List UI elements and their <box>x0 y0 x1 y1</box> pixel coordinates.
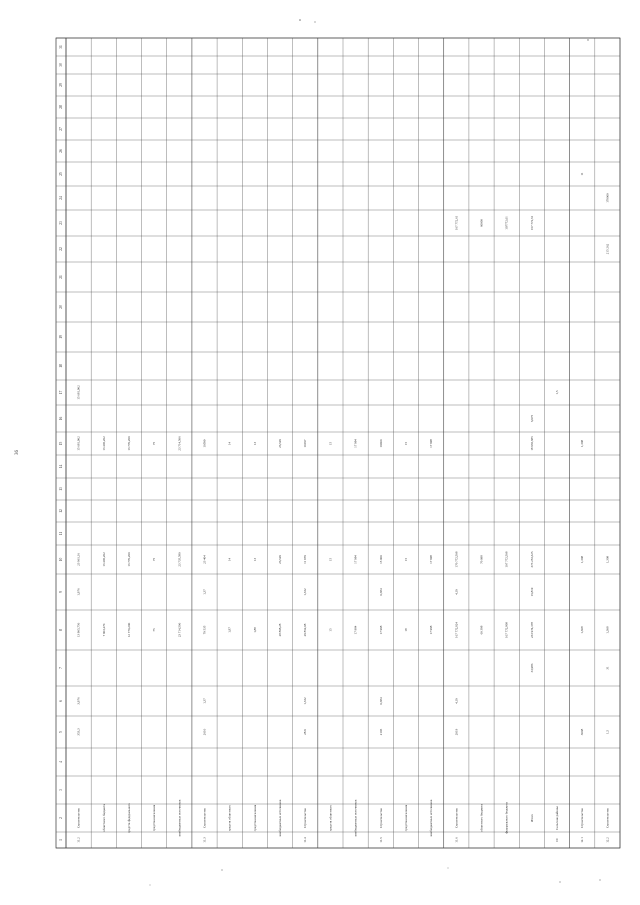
column-number: 23 <box>59 221 63 225</box>
cell-value: 1,5 <box>605 730 610 734</box>
cell-value: 2610 <box>202 728 207 736</box>
column-number: 13 <box>59 487 63 491</box>
row-name: Строительство <box>76 807 81 829</box>
cell-value: 14 <box>227 557 232 562</box>
column-number: 4 <box>59 761 63 763</box>
cell-value: 1,976 <box>76 588 81 596</box>
column-number: 3 <box>59 789 63 791</box>
cell-value: 15 <box>403 557 408 562</box>
cell-value: 170000 <box>605 193 610 203</box>
cell-value: 10000 <box>378 439 383 448</box>
cell-value: 23 714,506 <box>177 436 182 451</box>
cell-value: 1,332 <box>303 697 308 705</box>
column-number: 27 <box>59 127 63 131</box>
cell-value: 1,332 <box>303 588 308 596</box>
row-name: Строительство <box>580 807 585 829</box>
cell-value: 107772,61 <box>504 216 509 230</box>
column-number: 18 <box>59 364 63 368</box>
cell-value: 1,87 <box>227 627 232 633</box>
column-number: 6 <box>59 700 63 702</box>
column-number: 15 <box>59 441 63 446</box>
row-name: федерального бюджета <box>504 802 509 834</box>
cell-value: 11 <box>580 172 585 176</box>
column-number: 20 <box>59 305 63 309</box>
cell-value: 18 965,685 <box>529 436 534 451</box>
column-number: 10 <box>59 557 63 562</box>
row-name: средства населения <box>403 804 408 832</box>
cell-value: 26,529 <box>278 439 283 448</box>
column-number: 8 <box>59 629 63 631</box>
row-name: Итого <box>529 813 534 823</box>
cell-value: 33,986 <box>529 663 534 673</box>
row-name: областного бюджета <box>479 804 484 832</box>
cell-value: 1,308 <box>580 626 585 634</box>
row-name: внебюджетных источников <box>278 799 283 837</box>
cell-value: 10599 <box>202 439 207 448</box>
column-number: 17 <box>59 390 63 395</box>
cell-value: 13 <box>252 557 257 562</box>
column-number: 5 <box>59 731 63 733</box>
column-number: 7 <box>59 667 63 669</box>
cell-value: 15 <box>328 557 333 562</box>
cell-value: 17 984 <box>353 625 358 635</box>
cell-value: 2019 <box>454 728 459 736</box>
column-number: 9 <box>59 591 63 593</box>
row-id: 12.1 <box>580 837 585 843</box>
row-id: 11.2 <box>76 837 81 843</box>
cell-value: 1,37 <box>202 698 207 704</box>
column-number: 12 <box>59 509 63 513</box>
cell-value: 75 <box>152 628 157 632</box>
column-number: 2 <box>59 817 63 819</box>
cell-value: 7 903,270 <box>101 623 106 637</box>
column-number: 11 <box>59 531 63 536</box>
cell-value: 17 998 <box>429 625 434 635</box>
row-name: Строительство <box>202 807 207 829</box>
cell-value: 3008 <box>580 728 585 736</box>
cell-value: 79 535 <box>202 625 207 635</box>
row-id: 11.4 <box>303 837 308 843</box>
cell-value: 23 735,580 <box>177 552 182 567</box>
column-number: 16 <box>59 416 63 421</box>
cell-value: 28 808,28 <box>278 623 283 637</box>
row-name: Строительство <box>378 807 383 829</box>
cell-value: 17 984 <box>353 439 358 448</box>
cell-value: 23 404 <box>202 555 207 564</box>
cell-value: 18 <box>403 628 408 632</box>
row-id: 11.6 <box>454 837 459 843</box>
cell-value: 215 262 <box>605 243 610 255</box>
row-name: средства населения <box>152 804 157 832</box>
cell-value: 15 <box>328 441 333 446</box>
column-number: 14 <box>59 464 63 469</box>
cell-value: 6,975 <box>529 414 534 423</box>
cell-value: 233 974,378 <box>529 622 534 638</box>
cell-value: 23 961,16 <box>76 553 81 566</box>
cell-value: 1,37 <box>202 589 207 595</box>
row-name: областного бюджета <box>101 804 106 832</box>
column-number: 29 <box>59 83 63 87</box>
column-number: 30 <box>59 63 63 67</box>
cell-value: 1,308 <box>580 555 585 564</box>
cell-value: 75 <box>152 441 157 446</box>
cell-value: 23 714,506 <box>177 622 182 638</box>
cell-value: 4,19 <box>454 698 459 704</box>
cell-value: 2105 <box>378 728 383 736</box>
row-name: внебюджетных источников <box>353 799 358 837</box>
row-name: средства населения <box>252 804 257 832</box>
cell-value: 13 770,200 <box>126 436 131 451</box>
cell-value: 13 <box>252 441 257 446</box>
row-name: Строительство <box>303 807 308 829</box>
column-number: 31 <box>59 45 63 49</box>
cell-value: 75 <box>152 557 157 562</box>
cell-value: 170 772,508 <box>454 551 459 568</box>
cell-value: 13 405,202 <box>101 436 106 451</box>
cell-value: 1,308 <box>605 626 610 634</box>
cell-value: 15 681,902 <box>76 436 81 451</box>
cell-value: 29 862,08 <box>303 623 308 637</box>
cell-value: 15 681,902 <box>76 385 81 400</box>
column-number: 1 <box>59 839 63 841</box>
cell-value: 0,684 <box>378 588 383 596</box>
cell-value: 17 998 <box>378 625 383 635</box>
cell-value: 1,308 <box>580 439 585 448</box>
cell-value: 15 <box>403 441 408 446</box>
column-number: 22 <box>59 247 63 251</box>
cell-value: 4,19 <box>454 589 459 595</box>
cell-value: 17 998 <box>429 555 434 564</box>
row-id: 12.2 <box>605 837 610 843</box>
row-name: средств федерального <box>126 803 131 833</box>
column-number: 24 <box>59 196 63 200</box>
cell-value: 373 253,325 <box>529 551 534 568</box>
cell-value: 11 979 <box>303 555 308 564</box>
cell-value: 26,529 <box>278 555 283 564</box>
cell-value: 167 772,61 <box>529 215 534 231</box>
cell-value: 15 000 <box>378 555 383 564</box>
cell-value: 167 772,824 <box>454 622 459 638</box>
cell-value: 167 772,61 <box>454 215 459 231</box>
cell-value: 1,88 <box>252 627 257 633</box>
cell-value: 353,3 <box>76 728 81 736</box>
row-name: Строительство <box>605 807 610 829</box>
row-name: Строительство <box>454 807 459 829</box>
cell-value: 60000 <box>479 219 484 227</box>
row-name: Сельские районы <box>555 806 560 830</box>
row-name: средств областного <box>227 804 232 832</box>
cell-value: 1,5 <box>555 390 560 395</box>
row-name: средств областного <box>328 804 333 832</box>
row-name: внебюджетных источников <box>429 799 434 837</box>
column-number: 21 <box>59 275 63 279</box>
cell-value: 14 <box>227 441 232 446</box>
row-id: 11.5 <box>378 837 383 843</box>
cell-value: 13 905,756 <box>76 622 81 638</box>
cell-value: 0,684 <box>378 697 383 705</box>
cell-value: 107 772,508 <box>504 551 509 568</box>
cell-value: 28/0 <box>303 729 308 735</box>
cell-value: 60 398 <box>479 625 484 635</box>
cell-value: 13 770,200 <box>126 552 131 567</box>
cell-value: 12 770,200 <box>126 622 131 638</box>
column-number: 25 <box>59 172 63 176</box>
cell-value: 31 <box>605 666 610 670</box>
cell-value: 3,976 <box>76 697 81 705</box>
cell-value: 17 984 <box>353 555 358 564</box>
cell-value: 16,819 <box>529 587 534 597</box>
cell-value: 17 998 <box>429 439 434 448</box>
column-number: 19 <box>59 335 63 339</box>
column-number: 26 <box>59 149 63 153</box>
row-name: внебюджетных источников <box>177 799 182 837</box>
cell-value: 1,308 <box>605 555 610 564</box>
cell-value: 15 <box>328 628 333 632</box>
cell-value: 70 098 <box>479 555 484 564</box>
column-number: 28 <box>59 105 63 109</box>
row-id: III <box>555 838 560 842</box>
page-number: 36 <box>15 450 20 455</box>
cell-value: 107 772,808 <box>504 622 509 638</box>
cell-value: 13 405,202 <box>101 552 106 567</box>
cell-value: 10197 <box>303 439 308 448</box>
row-id: 11.3 <box>202 837 207 843</box>
